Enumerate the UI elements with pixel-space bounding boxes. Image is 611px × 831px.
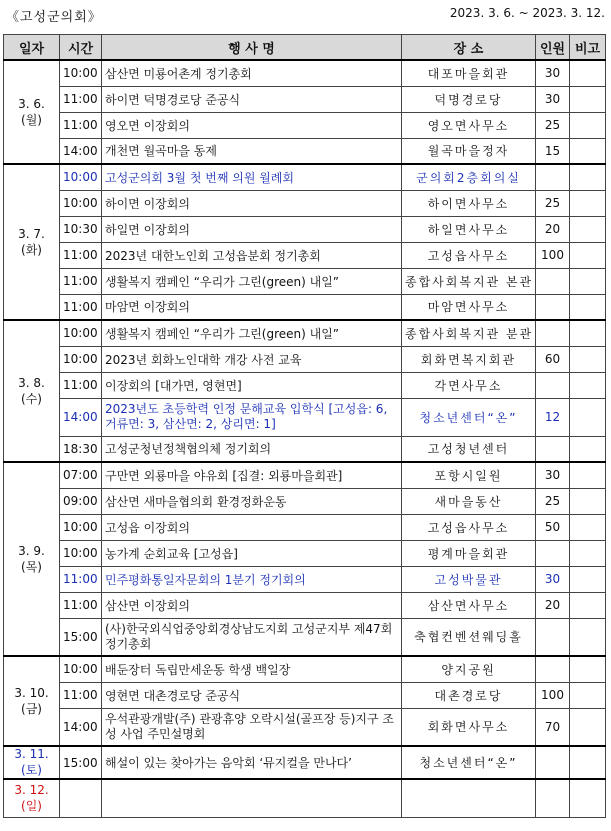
event-cell: 영현면 대촌경로당 준공식 <box>102 682 402 708</box>
attendees-cell <box>536 779 570 817</box>
table-row <box>4 746 606 779</box>
event-cell: 생활복지 캠페인 “우리가 그린(green) 내일” <box>102 268 402 294</box>
table-row <box>4 618 606 656</box>
attendees-cell <box>536 436 570 462</box>
time-cell: 10:00 <box>60 60 102 86</box>
weekday-label: (월) <box>21 112 42 127</box>
place-cell: 새마을동산 <box>402 488 536 514</box>
place-cell: 종합사회복지관 본관 <box>402 268 536 294</box>
time-cell: 10:00 <box>60 540 102 566</box>
time-cell: 11:00 <box>60 682 102 708</box>
time-cell: 11:00 <box>60 242 102 268</box>
place-cell: 청소년센터“온” <box>402 746 536 779</box>
attendees-cell: 30 <box>536 60 570 86</box>
place-cell: 청소년센터“온” <box>402 398 536 436</box>
event-cell: (사)한국외식업중앙회경상남도지회 고성군지부 제47회 정기총회 <box>102 618 402 656</box>
table-row <box>4 708 606 746</box>
event-cell: 2023년 대한노인회 고성읍분회 정기총회 <box>102 242 402 268</box>
date-label: 3. 8. <box>18 375 45 390</box>
table-row <box>4 346 606 372</box>
remarks-cell <box>570 779 606 817</box>
event-cell: 삼산면 미룡어촌계 정기총회 <box>102 60 402 86</box>
attendees-cell: 25 <box>536 488 570 514</box>
event-cell: 고성군의회 3월 첫 번째 의원 월례회 <box>102 164 402 190</box>
place-cell: 덕명경로당 <box>402 86 536 112</box>
table-row <box>4 86 606 112</box>
time-cell: 11:00 <box>60 372 102 398</box>
weekday-label: (목) <box>21 559 42 574</box>
attendees-cell: 100 <box>536 682 570 708</box>
remarks-cell <box>570 112 606 138</box>
remarks-cell <box>570 60 606 86</box>
date-label: 3. 9. <box>18 543 45 558</box>
attendees-cell: 25 <box>536 112 570 138</box>
event-cell: 고성군청년정책협의체 정기회의 <box>102 436 402 462</box>
schedule-table <box>3 34 606 818</box>
place-cell <box>402 779 536 817</box>
event-cell: 해설이 있는 찾아가는 음악회 ‘뮤지컬을 만나다’ <box>102 746 402 779</box>
time-cell: 11:00 <box>60 592 102 618</box>
remarks-cell <box>570 216 606 242</box>
place-cell: 영오면사무소 <box>402 112 536 138</box>
place-cell: 종합사회복지관 분관 <box>402 320 536 346</box>
attendees-cell <box>536 746 570 779</box>
schedule-header <box>6 6 605 26</box>
remarks-cell <box>570 514 606 540</box>
event-cell: 하이면 덕명경로당 준공식 <box>102 86 402 112</box>
event-cell: 마암면 이장회의 <box>102 294 402 320</box>
attendees-cell <box>536 294 570 320</box>
col-header-time: 시간 <box>60 35 102 61</box>
event-cell: 영오면 이장회의 <box>102 112 402 138</box>
remarks-cell <box>570 488 606 514</box>
date-label: 3. 12. <box>14 782 49 797</box>
date-label: 3. 6. <box>18 96 45 111</box>
event-cell: 삼산면 이장회의 <box>102 592 402 618</box>
place-cell: 고성읍사무소 <box>402 514 536 540</box>
place-cell: 고성박물관 <box>402 566 536 592</box>
attendees-cell: 60 <box>536 346 570 372</box>
place-cell: 마암면사무소 <box>402 294 536 320</box>
remarks-cell <box>570 592 606 618</box>
date-range: 2023. 3. 6. ~ 2023. 3. 12. <box>449 6 605 20</box>
event-cell: 배둔장터 독립만세운동 학생 백일장 <box>102 656 402 682</box>
attendees-cell <box>536 540 570 566</box>
place-cell: 월곡마을정자 <box>402 138 536 164</box>
time-cell: 15:00 <box>60 618 102 656</box>
attendees-cell: 25 <box>536 190 570 216</box>
weekday-label: (화) <box>21 242 42 257</box>
remarks-cell <box>570 540 606 566</box>
attendees-cell <box>536 164 570 190</box>
attendees-cell: 30 <box>536 566 570 592</box>
remarks-cell <box>570 268 606 294</box>
date-cell <box>4 746 60 779</box>
attendees-cell: 30 <box>536 86 570 112</box>
attendees-cell <box>536 268 570 294</box>
event-cell: 2023년 회화노인대학 개강 사전 교육 <box>102 346 402 372</box>
attendees-cell: 20 <box>536 216 570 242</box>
attendees-cell: 15 <box>536 138 570 164</box>
place-cell: 양지공원 <box>402 656 536 682</box>
remarks-cell <box>570 708 606 746</box>
attendees-cell <box>536 618 570 656</box>
remarks-cell <box>570 86 606 112</box>
time-cell: 10:00 <box>60 656 102 682</box>
event-cell: 이장회의 [대가면, 영현면] <box>102 372 402 398</box>
attendees-cell: 20 <box>536 592 570 618</box>
remarks-cell <box>570 682 606 708</box>
remarks-cell <box>570 138 606 164</box>
table-row <box>4 112 606 138</box>
event-cell: 삼산면 새마을협의회 환경정화운동 <box>102 488 402 514</box>
time-cell: 10:00 <box>60 514 102 540</box>
remarks-cell <box>570 398 606 436</box>
place-cell: 고성읍사무소 <box>402 242 536 268</box>
weekday-label: (금) <box>21 701 42 716</box>
time-cell: 14:00 <box>60 708 102 746</box>
schedule-body <box>4 60 606 817</box>
remarks-cell <box>570 656 606 682</box>
table-row <box>4 216 606 242</box>
event-cell: 민주평화통일자문회의 1분기 정기회의 <box>102 566 402 592</box>
attendees-cell <box>536 320 570 346</box>
event-cell: 생활복지 캠페인 “우리가 그린(green) 내일” <box>102 320 402 346</box>
event-cell <box>102 779 402 817</box>
col-header-event: 행 사 명 <box>102 35 402 61</box>
remarks-cell <box>570 746 606 779</box>
place-cell: 하이면사무소 <box>402 190 536 216</box>
table-row <box>4 488 606 514</box>
event-cell: 하일면 이장회의 <box>102 216 402 242</box>
table-row <box>4 514 606 540</box>
table-row <box>4 164 606 190</box>
place-cell: 각면사무소 <box>402 372 536 398</box>
col-header-attendees: 인원 <box>536 35 570 61</box>
table-row <box>4 190 606 216</box>
weekday-label: (수) <box>21 391 42 406</box>
time-cell: 14:00 <box>60 138 102 164</box>
time-cell: 11:00 <box>60 112 102 138</box>
table-row <box>4 60 606 86</box>
table-row <box>4 294 606 320</box>
time-cell <box>60 779 102 817</box>
time-cell: 11:00 <box>60 566 102 592</box>
place-cell: 회화면복지회관 <box>402 346 536 372</box>
table-row <box>4 436 606 462</box>
table-row <box>4 242 606 268</box>
event-cell: 구만면 외룡마을 야유회 [집결: 외룡마을회관] <box>102 462 402 488</box>
place-cell: 삼산면사무소 <box>402 592 536 618</box>
table-row <box>4 592 606 618</box>
council-title: 《고성군의회》 <box>6 10 102 25</box>
event-cell: 우석관광개발(주) 관광휴양 오락시설(골프장 등)지구 조성 사업 주민설명회 <box>102 708 402 746</box>
event-cell: 하이면 이장회의 <box>102 190 402 216</box>
remarks-cell <box>570 372 606 398</box>
time-cell: 11:00 <box>60 294 102 320</box>
table-row <box>4 268 606 294</box>
attendees-cell <box>536 656 570 682</box>
event-cell: 개천면 월곡마을 동제 <box>102 138 402 164</box>
table-row <box>4 682 606 708</box>
remarks-cell <box>570 164 606 190</box>
time-cell: 10:00 <box>60 164 102 190</box>
attendees-cell <box>536 372 570 398</box>
table-row <box>4 656 606 682</box>
date-cell <box>4 462 60 656</box>
table-row <box>4 566 606 592</box>
date-label: 3. 7. <box>18 226 45 241</box>
place-cell: 고성청년센터 <box>402 436 536 462</box>
col-header-date: 일자 <box>4 35 60 61</box>
table-row <box>4 462 606 488</box>
time-cell: 10:00 <box>60 190 102 216</box>
remarks-cell <box>570 618 606 656</box>
time-cell: 14:00 <box>60 398 102 436</box>
time-cell: 11:00 <box>60 86 102 112</box>
place-cell: 군의회2층회의실 <box>402 164 536 190</box>
time-cell: 15:00 <box>60 746 102 779</box>
remarks-cell <box>570 294 606 320</box>
remarks-cell <box>570 320 606 346</box>
event-cell: 2023년도 초등학력 인정 문해교육 입학식 [고성읍: 6, 거류면: 3, 삼산면: 2, 상리면: 1] <box>102 398 402 436</box>
weekday-label: (토) <box>21 763 42 777</box>
time-cell: 18:30 <box>60 436 102 462</box>
date-cell <box>4 164 60 320</box>
attendees-cell: 30 <box>536 462 570 488</box>
table-row <box>4 320 606 346</box>
time-cell: 11:00 <box>60 268 102 294</box>
remarks-cell <box>570 566 606 592</box>
time-cell: 07:00 <box>60 462 102 488</box>
place-cell: 하일면사무소 <box>402 216 536 242</box>
remarks-cell <box>570 436 606 462</box>
place-cell: 대포마을회관 <box>402 60 536 86</box>
date-cell <box>4 60 60 164</box>
remarks-cell <box>570 242 606 268</box>
event-cell: 농가계 순회교육 [고성읍] <box>102 540 402 566</box>
remarks-cell <box>570 346 606 372</box>
date-cell <box>4 656 60 746</box>
table-row <box>4 398 606 436</box>
event-cell: 고성읍 이장회의 <box>102 514 402 540</box>
place-cell: 대촌경로당 <box>402 682 536 708</box>
time-cell: 10:00 <box>60 346 102 372</box>
attendees-cell: 100 <box>536 242 570 268</box>
table-row <box>4 372 606 398</box>
place-cell: 포항시일원 <box>402 462 536 488</box>
weekday-label: (일) <box>21 798 42 813</box>
col-header-remarks: 비고 <box>570 35 606 61</box>
table-row <box>4 540 606 566</box>
remarks-cell <box>570 190 606 216</box>
time-cell: 09:00 <box>60 488 102 514</box>
remarks-cell <box>570 462 606 488</box>
date-cell <box>4 320 60 462</box>
place-cell: 평계마을회관 <box>402 540 536 566</box>
table-row <box>4 138 606 164</box>
time-cell: 10:00 <box>60 320 102 346</box>
place-cell: 회화면사무소 <box>402 708 536 746</box>
attendees-cell: 70 <box>536 708 570 746</box>
table-row <box>4 779 606 817</box>
col-header-place: 장 소 <box>402 35 536 61</box>
time-cell: 10:30 <box>60 216 102 242</box>
date-cell <box>4 779 60 817</box>
place-cell: 축협컨벤션웨딩홀 <box>402 618 536 656</box>
table-header-row <box>4 35 606 61</box>
date-label: 3. 11. <box>14 747 49 761</box>
attendees-cell: 50 <box>536 514 570 540</box>
attendees-cell: 12 <box>536 398 570 436</box>
date-label: 3. 10. <box>14 685 49 700</box>
